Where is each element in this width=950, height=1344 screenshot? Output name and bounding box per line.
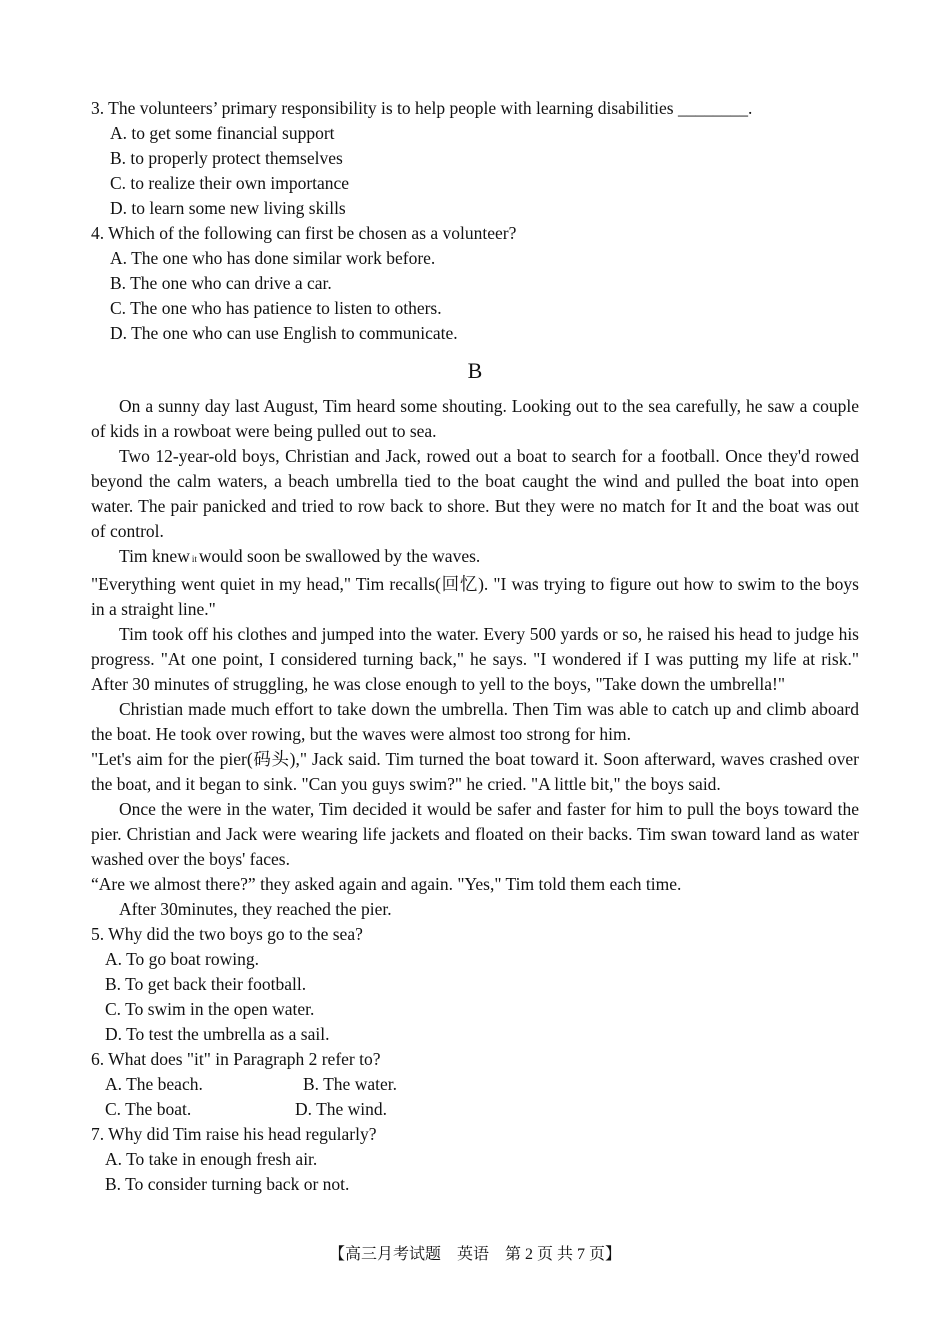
- paragraph-3-start: Tim knew: [119, 546, 190, 566]
- passage-paragraph-4: "Everything went quiet in my head," Tim recalls(回忆). "I was trying to figure out how to swim to the boys in a straight line.": [91, 574, 859, 619]
- passage-paragraph-5: Tim took off his clothes and jumped into the water. Every 500 yards or so, he raised his head to judge his progress. "At one point, I considered turning back," he says. "I wondered if I was putting my life at risk." After 30 minutes of struggling, he was close enough to yell to the boys, "Take down the umbrella!": [91, 624, 859, 694]
- question-4-option-c: C. The one who has patience to listen to others.: [110, 298, 442, 318]
- passage-paragraph-7: "Let's aim for the pier(码头)," Jack said. Tim turned the boat toward it. Soon afterward, waves crashed over the boat, and it began to sink. "Can you guys swim?" he cried. "A little bit," the boys said.: [91, 749, 859, 794]
- question-7-option-b: B. To consider turning back or not.: [105, 1174, 350, 1194]
- question-6-options-row-1: [91, 1072, 859, 1097]
- question-6-option-a: A. The beach.: [105, 1074, 203, 1094]
- question-3-option-c: C. to realize their own importance: [110, 173, 350, 193]
- question-4-option-d: D. The one who can use English to communicate.: [110, 323, 458, 343]
- question-5-option-c: C. To swim in the open water.: [105, 999, 315, 1019]
- passage-paragraph-10: After 30minutes, they reached the pier.: [119, 899, 392, 919]
- question-3-stem: 3. The volunteers’ primary responsibility is to help people with learning disabilities ________.: [91, 98, 753, 118]
- question-6-option-d: D. The wind.: [295, 1099, 388, 1119]
- question-4-option-a: A. The one who has done similar work before.: [110, 248, 436, 268]
- page-footer: 【高三月考试题 英语 第 2 页 共 7 页】: [328, 1246, 621, 1263]
- question-3-option-d: D. to learn some new living skills: [110, 198, 346, 218]
- passage-paragraph-8: Once the were in the water, Tim decided it would be safer and faster for him to pull the boys toward the pier. Christian and Jack were wearing life jackets and floated on their backs. Tim swan toward land as water washed over the boys' faces.: [91, 799, 859, 869]
- question-5-option-d: D. To test the umbrella as a sail.: [105, 1024, 330, 1044]
- question-7-option-a: A. To take in enough fresh air.: [105, 1149, 318, 1169]
- exam-page: [91, 96, 859, 1197]
- question-6-stem: 6. What does "it" in Paragraph 2 refer to?: [91, 1049, 381, 1069]
- question-4-stem: 4. Which of the following can first be chosen as a volunteer?: [91, 223, 517, 243]
- question-6-option-b: B. The water.: [303, 1074, 397, 1094]
- question-6-options-row-2: [91, 1097, 859, 1122]
- question-3-option-a: A. to get some financial support: [110, 123, 335, 143]
- question-4-option-b: B. The one who can drive a car.: [110, 273, 332, 293]
- passage-paragraph-1: On a sunny day last August, Tim heard some shouting. Looking out to the sea carefully, he saw a couple of kids in a rowboat were being pulled out to sea.: [91, 396, 859, 441]
- section-b-title: B: [467, 358, 483, 383]
- question-6-option-c: C. The boat.: [105, 1099, 192, 1119]
- passage-paragraph-9: “Are we almost there?” they asked again and again. "Yes," Tim told them each time.: [91, 874, 682, 894]
- question-7-stem: 7. Why did Tim raise his head regularly?: [91, 1124, 377, 1144]
- question-5-option-a: A. To go boat rowing.: [105, 949, 259, 969]
- paragraph-3-end: would soon be swallowed by the waves.: [198, 546, 481, 566]
- passage-paragraph-3: [91, 544, 859, 572]
- question-5-stem: 5. Why did the two boys go to the sea?: [91, 924, 363, 944]
- passage-paragraph-6: Christian made much effort to take down the umbrella. Then Tim was able to catch up and climb aboard the boat. He took over rowing, but the waves were almost too strong for him.: [91, 699, 859, 744]
- passage-paragraph-2: Two 12-year-old boys, Christian and Jack, rowed out a boat to search for a football. Once they'd rowed beyond the calm waters, a beach umbrella tied to the boat caught the wind and pulled the boat into open water. The pair panicked and tried to row back to shore. But they were no match for It and the boat was out of control.: [91, 446, 859, 541]
- question-3-option-b: B. to properly protect themselves: [110, 148, 343, 168]
- paragraph-3-small-it: it: [191, 554, 197, 564]
- question-5-option-b: B. To get back their football.: [105, 974, 307, 994]
